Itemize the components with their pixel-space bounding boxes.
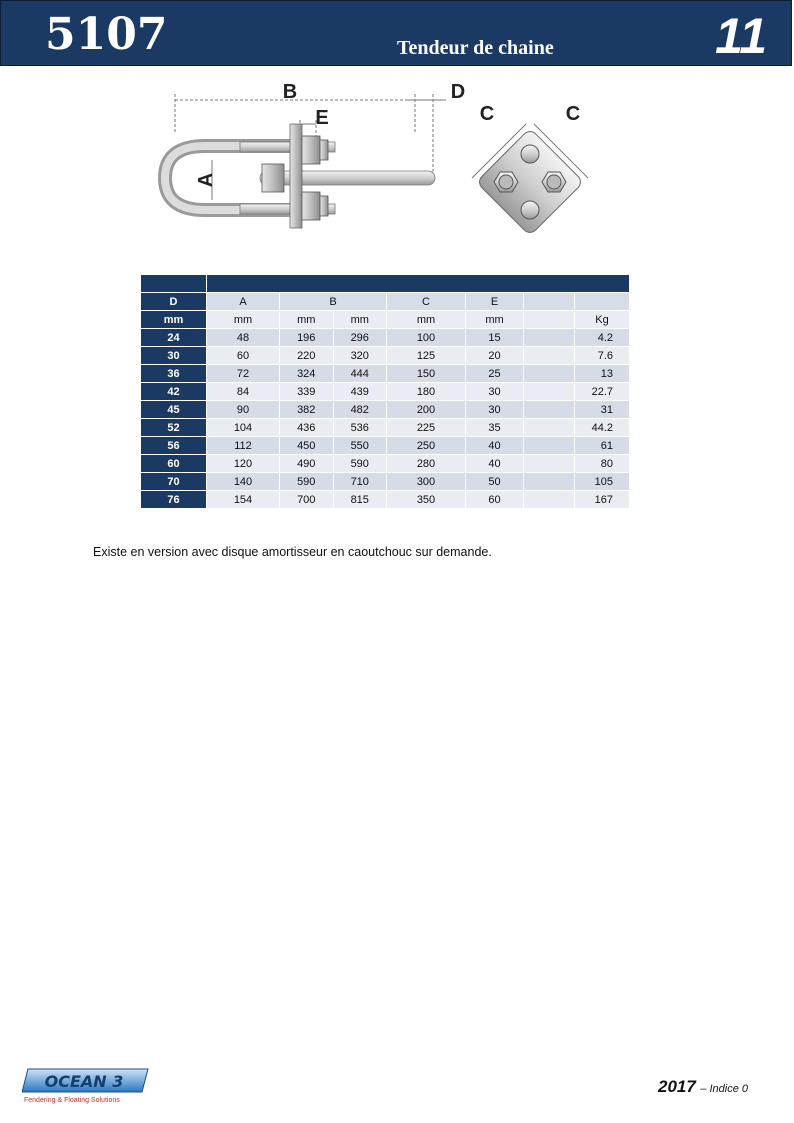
table-row xyxy=(141,347,630,365)
unit-cell: Kg xyxy=(575,311,630,329)
header-blank-1 xyxy=(524,293,575,311)
row-size-cell: 24 xyxy=(141,329,207,347)
row-size-cell: 60 xyxy=(141,455,207,473)
table-cell: 105 xyxy=(575,473,630,491)
table-cell: 20 xyxy=(466,347,524,365)
table-cell: 140 xyxy=(207,473,280,491)
table-cell xyxy=(524,401,575,419)
table-cell: 700 xyxy=(280,491,334,509)
header-blank-2 xyxy=(575,293,630,311)
table-body xyxy=(141,329,630,509)
dim-label-a: A xyxy=(195,172,217,188)
header-b: B xyxy=(280,293,387,311)
table-cell xyxy=(524,455,575,473)
table-cell: 200 xyxy=(387,401,466,419)
table-cell xyxy=(524,329,575,347)
table-cell: 220 xyxy=(280,347,334,365)
dim-label-e: E xyxy=(315,107,329,129)
table-cell: 180 xyxy=(387,383,466,401)
header-c: C xyxy=(387,293,466,311)
table-cell: 225 xyxy=(387,419,466,437)
page-number: 11 xyxy=(715,8,767,64)
table-cell: 250 xyxy=(387,437,466,455)
table-row xyxy=(141,401,630,419)
spec-table xyxy=(140,274,630,509)
table-cell: 350 xyxy=(387,491,466,509)
table-cell xyxy=(524,347,575,365)
row-size-cell: 36 xyxy=(141,365,207,383)
table-cell: 90 xyxy=(207,401,280,419)
table-cell: 150 xyxy=(387,365,466,383)
table-cell xyxy=(524,491,575,509)
unit-cell: mm xyxy=(387,311,466,329)
technical-drawing xyxy=(150,74,620,244)
table-cell: 815 xyxy=(333,491,387,509)
table-cell: 120 xyxy=(207,455,280,473)
table-cell: 339 xyxy=(280,383,334,401)
table-cell: 444 xyxy=(333,365,387,383)
table-row xyxy=(141,383,630,401)
table-cell: 7.6 xyxy=(575,347,630,365)
unit-cell: mm xyxy=(466,311,524,329)
logo-name: OCEAN 3 xyxy=(44,1072,124,1091)
table-cell: 4.2 xyxy=(575,329,630,347)
table-cell: 196 xyxy=(280,329,334,347)
table-cell: 104 xyxy=(207,419,280,437)
table-cell: 31 xyxy=(575,401,630,419)
table-cell: 490 xyxy=(280,455,334,473)
table-cell: 167 xyxy=(575,491,630,509)
footer-indice: – Indice 0 xyxy=(700,1083,748,1095)
page-header xyxy=(0,0,792,66)
unit-cell: mm xyxy=(141,311,207,329)
dim-label-c-right: C xyxy=(565,103,581,125)
header-a: A xyxy=(207,293,280,311)
table-cell: 80 xyxy=(575,455,630,473)
table-corner xyxy=(141,275,207,293)
table-row xyxy=(141,473,630,491)
page-title: Tendeur de chaine xyxy=(397,37,554,59)
table-cell: 13 xyxy=(575,365,630,383)
unit-cell: mm xyxy=(207,311,280,329)
table-cell: 40 xyxy=(466,455,524,473)
table-cell: 84 xyxy=(207,383,280,401)
table-cell: 40 xyxy=(466,437,524,455)
table-cell xyxy=(524,437,575,455)
footer-year: 2017 xyxy=(658,1077,696,1096)
table-row xyxy=(141,329,630,347)
table-cell: 436 xyxy=(280,419,334,437)
table-cell: 439 xyxy=(333,383,387,401)
units-row xyxy=(141,311,630,329)
table-cell: 35 xyxy=(466,419,524,437)
header-d: D xyxy=(141,293,207,311)
table-cell: 15 xyxy=(466,329,524,347)
row-size-cell: 70 xyxy=(141,473,207,491)
logo-tagline: Fendering & Floating Solutions xyxy=(24,1097,120,1104)
table-cell: 48 xyxy=(207,329,280,347)
table-cell xyxy=(524,365,575,383)
footer xyxy=(658,1077,748,1097)
table-top-band xyxy=(207,275,630,293)
dim-label-b: B xyxy=(282,81,298,103)
table-cell: 382 xyxy=(280,401,334,419)
table-cell xyxy=(524,473,575,491)
row-size-cell: 52 xyxy=(141,419,207,437)
table-cell: 61 xyxy=(575,437,630,455)
table-row xyxy=(141,419,630,437)
row-size-cell: 76 xyxy=(141,491,207,509)
header-e: E xyxy=(466,293,524,311)
table-row xyxy=(141,455,630,473)
table-row xyxy=(141,491,630,509)
table-cell: 320 xyxy=(333,347,387,365)
table-cell: 44.2 xyxy=(575,419,630,437)
table-cell: 100 xyxy=(387,329,466,347)
table-cell: 25 xyxy=(466,365,524,383)
table-cell: 536 xyxy=(333,419,387,437)
table-cell: 154 xyxy=(207,491,280,509)
table-cell: 450 xyxy=(280,437,334,455)
dim-label-c-left: C xyxy=(479,103,495,125)
ocean3-logo xyxy=(22,1066,154,1106)
table-row xyxy=(141,437,630,455)
table-cell: 300 xyxy=(387,473,466,491)
row-size-cell: 42 xyxy=(141,383,207,401)
unit-cell: mm xyxy=(280,311,334,329)
row-size-cell: 45 xyxy=(141,401,207,419)
table-cell: 590 xyxy=(333,455,387,473)
table-cell: 22.7 xyxy=(575,383,630,401)
table-cell: 550 xyxy=(333,437,387,455)
table-cell: 482 xyxy=(333,401,387,419)
row-size-cell: 30 xyxy=(141,347,207,365)
unit-cell xyxy=(524,311,575,329)
table-row xyxy=(141,365,630,383)
table-cell: 60 xyxy=(466,491,524,509)
table-cell: 324 xyxy=(280,365,334,383)
table-cell: 590 xyxy=(280,473,334,491)
table-cell: 112 xyxy=(207,437,280,455)
table-cell: 30 xyxy=(466,383,524,401)
product-code: 5107 xyxy=(45,9,168,60)
table-cell xyxy=(524,383,575,401)
table-cell: 72 xyxy=(207,365,280,383)
table-cell: 296 xyxy=(333,329,387,347)
dim-label-d: D xyxy=(450,81,466,103)
table-cell: 710 xyxy=(333,473,387,491)
table-cell xyxy=(524,419,575,437)
table-cell: 50 xyxy=(466,473,524,491)
table-cell: 280 xyxy=(387,455,466,473)
note-text: Existe en version avec disque amortisseur en caoutchouc sur demande. xyxy=(93,545,492,559)
table-cell: 125 xyxy=(387,347,466,365)
row-size-cell: 56 xyxy=(141,437,207,455)
table-cell: 60 xyxy=(207,347,280,365)
table-cell: 30 xyxy=(466,401,524,419)
unit-cell: mm xyxy=(333,311,387,329)
